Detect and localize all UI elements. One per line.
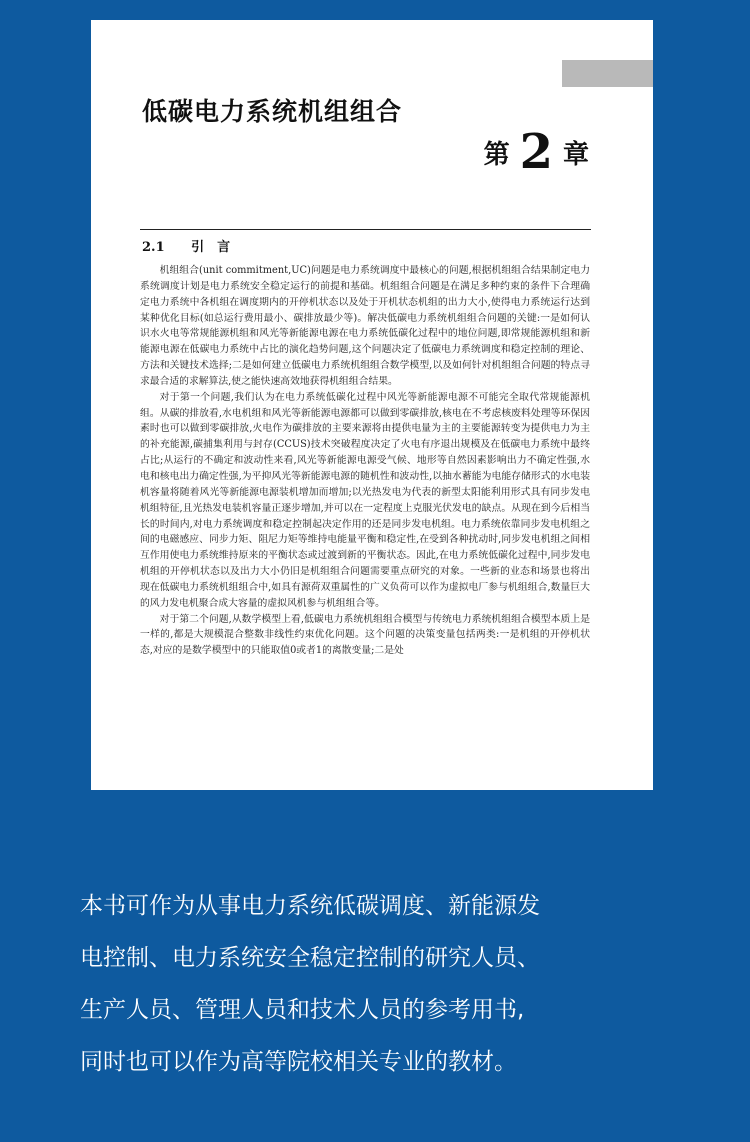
book-page bbox=[91, 20, 653, 790]
section-number: 2.1 bbox=[142, 240, 165, 255]
paragraph: 对于第一个问题,我们认为在电力系统低碳化过程中风光等新能源电源不可能完全取代常规能源机组。从碳的排放看,水电机组和风光等新能源电源都可以做到零碳排放,核电在不考虑核废料处理等环保因素时也可以做到零碳排放,火电作为碳排放的主要来源将由提供电量为主的主要能源转变为提供电力为主的补充能源,碳捕集利用与封存(CCUS)技术突破程度决定了火电有序退出规模及在低碳电力系统中最终占比;从运行的不确定和波动性来看,风光等新能源电源受气候、地形等自然因素影响出力不确定性强,水电和核电出力确定性强,为平抑风光等新能源电源的随机性和波动性,以抽水蓄能为电能存储形式的水电装机容量将随着风光等新能源电源装机增加而增加;以光热发电为代表的新型太阳能利用形式具有同步发电机组特征,且光热发电装机容量正逐步增加,并可以在一定程度上克服光伏发电的缺点。从现在到今后相当长的时间内,对电力系统调度和稳定控制起决定作用的还是同步发电机组。电力系统依靠同步发电机组之间的电磁感应、同步力矩、阻尼力矩等维持电能量平衡和稳定性,在受到各种扰动时,同步发电机组之间相互作用使电力系统维持原来的平衡状态或过渡到新的平衡状态。因此,在电力系统低碳化过程中,同步发电机组的开停机状态以及出力大小仍旧是机组组合问题需要重点研究的对象。一些新的业态和场景也将出现在低碳电力系统机组组合中,如具有源荷双重属性的广义负荷可以作为虚拟电厂参与机组组合,数量巨大的风力发电机聚合成大容量的虚拟风机参与机组组合等。 bbox=[140, 391, 590, 609]
caption-line: 生产人员、管理人员和技术人员的参考用书, bbox=[80, 997, 525, 1023]
chapter-tab-decoration bbox=[562, 60, 653, 87]
section-heading bbox=[142, 236, 230, 255]
section-divider bbox=[140, 229, 591, 230]
section-title: 引 言 bbox=[191, 240, 231, 255]
paragraph: 机组组合(unit commitment,UC)问题是电力系统调度中最核心的问题,根据机组组合结果制定电力系统调度计划是电力系统安全稳定运行的前提和基础。机组组合问题是在满足多种约束的条件下合理确定电力系统中各机组在调度期内的开停机状态以及处于开机状态机组的出力大小,使得电力系统运行达到某种优化目标(如总运行费用最小、碳排放最少等)。解决低碳电力系统机组组合问题的关键:一是如何认识水火电等常规能源机组和风光等新能源电源在电力系统低碳化过程中的地位问题,即常规能源机组和新能源电源在低碳电力系统中占比的演化趋势问题,这个问题决定了低碳电力系统调度和稳定控制的理论、方法和关键技术选择;二是如何建立低碳电力系统机组组合数学模型,以及如何针对机组组合问题的特点寻求最合适的求解算法,使之能快速高效地获得机组组合结果。 bbox=[140, 265, 590, 387]
chapter-title: 低碳电力系统机组组合 bbox=[142, 97, 403, 126]
caption-line: 同时也可以作为高等院校相关专业的教材。 bbox=[80, 1049, 517, 1075]
chapter-number: 2 bbox=[519, 124, 553, 180]
caption-line: 电控制、电力系统安全稳定控制的研究人员、 bbox=[80, 945, 540, 971]
caption-line: 本书可作为从事电力系统低碳调度、新能源发 bbox=[80, 893, 540, 919]
chapter-word-suffix: 章 bbox=[562, 139, 589, 170]
promo-caption bbox=[80, 880, 680, 1088]
chapter-word-prefix: 第 bbox=[483, 139, 510, 170]
chapter-number-label bbox=[483, 124, 589, 180]
body-text bbox=[140, 263, 590, 659]
paragraph: 对于第二个问题,从数学模型上看,低碳电力系统机组组合模型与传统电力系统机组组合模型本质上是一样的,都是大规模混合整数非线性约束优化问题。这个问题的决策变量包括两类:一是机组的开停机状态,对应的是数学模型中的只能取值0或者1的离散变量;二是处 bbox=[140, 613, 590, 657]
